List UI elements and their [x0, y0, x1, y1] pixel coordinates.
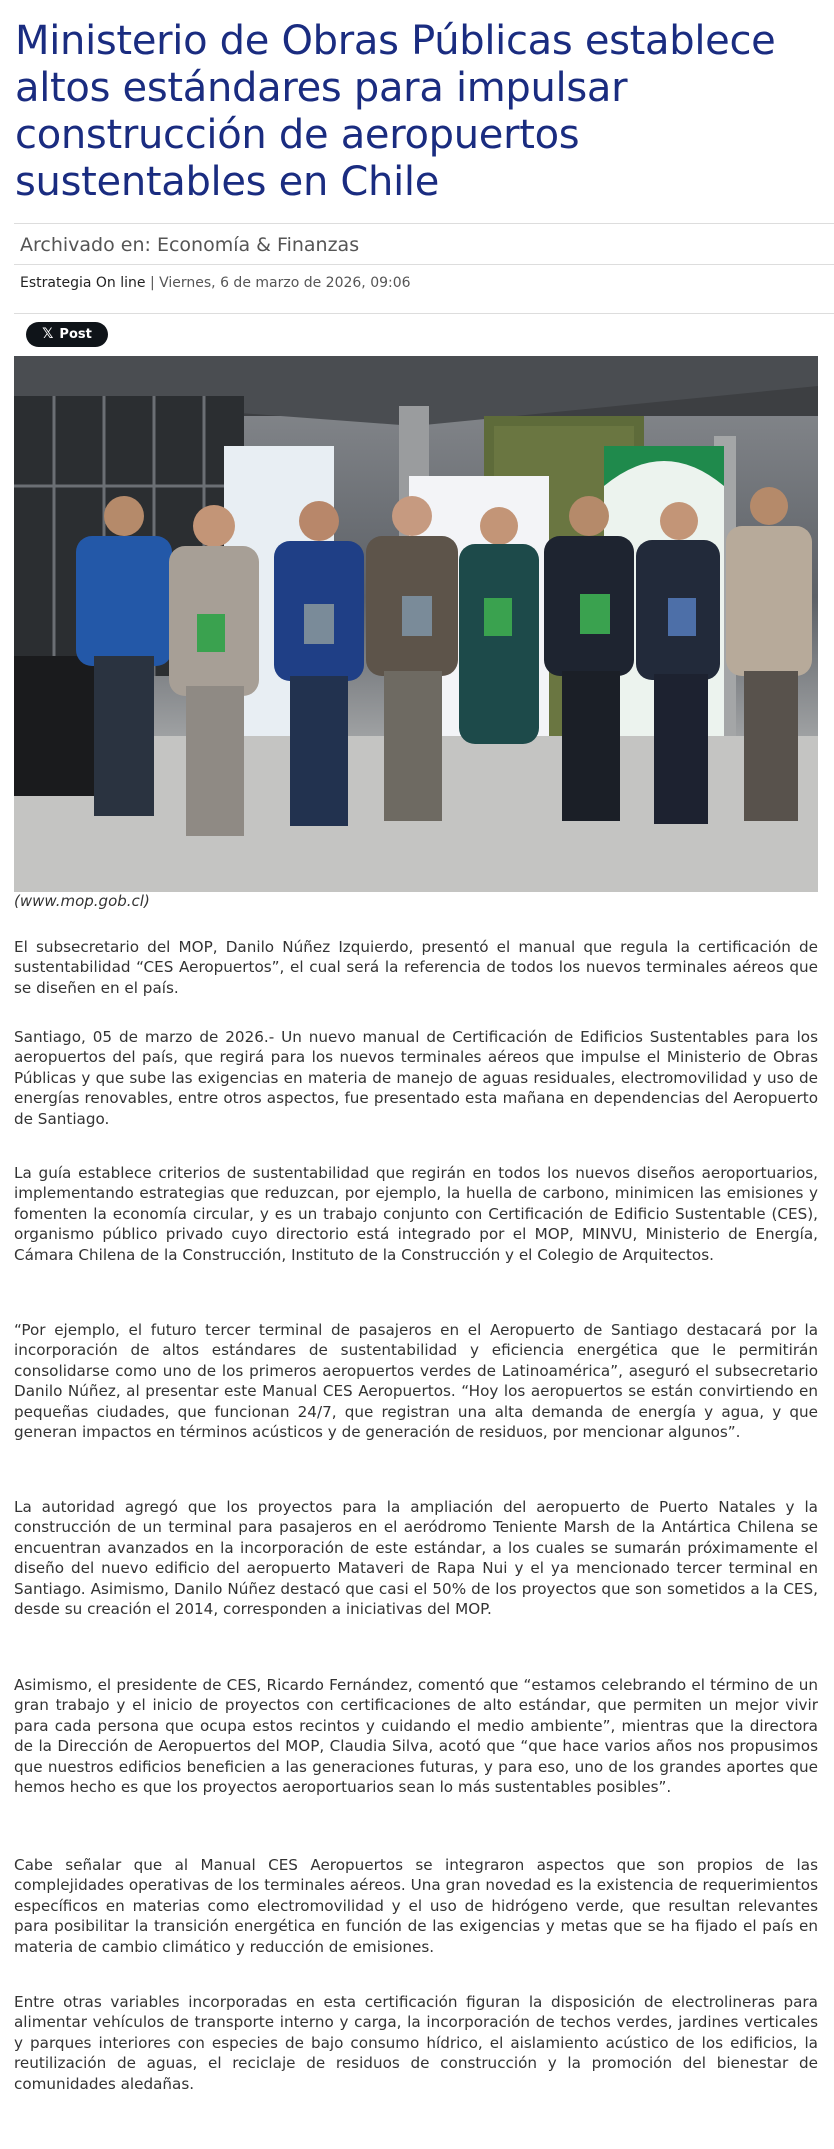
- divider: [14, 313, 834, 314]
- byline: [20, 275, 411, 291]
- category-link[interactable]: Economía & Finanzas: [156, 234, 360, 256]
- paragraph: Entre otras variables incorporadas en esta certificación figuran la disposición de electrolineras para alimentar vehículos de transporte interno y carga, la incorporación de techos verdes, jardines verticales y parques interiores con especies de bajo consumo hídrico, el aislamiento acústico de los edificios, la reutilización de aguas, el reciclaje de residuos de construcción y la promoción del bienestar de comunidades aledañas.: [14, 1993, 818, 2093]
- photo-caption: (www.mop.gob.cl): [14, 892, 150, 910]
- paragraph: “Por ejemplo, el futuro tercer terminal de pasajeros en el Aeropuerto de Santiago destacará por la incorporación de altos estándares de sustentabilidad y eficiencia energética que le permitirán consolidarse como uno de los primeros aeropuertos verdes de Latinoamérica”, aseguró el subsecretario Danilo Núñez, al presentar este Manual CES Aeropuertos. “Hoy los aeropuertos se están convirtiendo en pequeñas ciudades, que funcionan 24/7, que registran una alta demanda de energía y agua, y que generan impactos en términos acústicos y de generación de residuos, por mencionar algunos”.: [14, 1321, 818, 1442]
- paragraph-lead: El subsecretario del MOP, Danilo Núñez Izquierdo, presentó el manual que regula la certificación de sustentabilidad “CES Aeropuertos”, el cual será la referencia de todos los nuevos terminales aéreos que se diseñen en el país.: [14, 938, 818, 997]
- photo-illustration: [14, 356, 818, 892]
- archived-in-bar: [14, 223, 834, 265]
- x-logo-icon: 𝕏: [42, 326, 54, 342]
- paragraph: Santiago, 05 de marzo de 2026.- Un nuevo manual de Certificación de Edificios Sustentables para los aeropuertos del país, que regirá para los nuevos terminales aéreos que impulse el Ministerio de Obras Públicas y que sube las exigencias en materia de manejo de aguas residuales, electromovilidad y uso de energías renovables, entre otros aspectos, fue presentado esta mañana en dependencias del Aeropuerto de Santiago.: [14, 1028, 818, 1128]
- publish-date: Viernes, 6 de marzo de 2026, 09:06: [159, 275, 411, 291]
- paragraph: Cabe señalar que al Manual CES Aeropuertos se integraron aspectos que son propios de las complejidades operativas de los terminales aéreos. Una gran novedad es la existencia de requerimientos específicos en materias como electromovilidad y el uso de hidrógeno verde, que resultan relevantes para posibilitar la transición energética en función de las exigencias y metas que se ha fijado el país en materia de cambio climático y reducción de emisiones.: [14, 1856, 818, 1956]
- paragraph: La guía establece criterios de sustentabilidad que regirán en todos los nuevos diseños aeroportuarios, implementando estrategias que reduzcan, por ejemplo, la huella de carbono, minimicen las emisiones y fomenten la economía circular, y es un trabajo conjunto con Certificación de Edificio Sustentable (CES), organismo público privado cuyo directorio está integrado por el MOP, MINVU, Ministerio de Energía, Cámara Chilena de la Construcción, Instituto de la Construcción y el Colegio de Arquitectos.: [14, 1164, 818, 1264]
- article-photo: [14, 356, 818, 892]
- byline-separator: |: [149, 275, 155, 291]
- paragraph: Asimismo, el presidente de CES, Ricardo Fernández, comentó que “estamos celebrando el término de un gran trabajo y el inicio de proyectos con certificaciones de alto estándar, que permiten un mejor vivir para cada persona que ocupa estos recintos y cuidando el medio ambiente”, mientras que la directora de la Dirección de Aeropuertos del MOP, Claudia Silva, acotó que “que hace varios años nos propusimos que nuestros edificios beneficien a las generaciones futuras, y para eso, uno de los grandes aportes que hemos hecho es que los proyectos aeroportuarios sean lo más sustentables posibles”.: [14, 1676, 818, 1797]
- source-name: Estrategia On line: [20, 275, 146, 291]
- article-title: Ministerio de Obras Públicas establece altos estándares para impulsar construcción de aeropuertos sustentables en Chile: [15, 18, 776, 205]
- x-post-button[interactable]: [26, 322, 108, 347]
- archived-label: Archivado en:: [20, 234, 151, 256]
- paragraph: La autoridad agregó que los proyectos para la ampliación del aeropuerto de Puerto Natales y la construcción de un terminal para pasajeros en el aeródromo Teniente Marsh de la Antártica Chilena se encuentran avanzados en la incorporación de este estándar, a los cuales se sumarán próximamente el diseño del nuevo edificio del aeropuerto Mataveri de Rapa Nui y el ya mencionado tercer terminal en Santiago. Asimismo, Danilo Núñez destacó que casi el 50% de los proyectos que son sometidos a la CES, desde su creación el 2014, corresponden a iniciativas del MOP.: [14, 1498, 818, 1619]
- x-post-label: Post: [59, 327, 92, 342]
